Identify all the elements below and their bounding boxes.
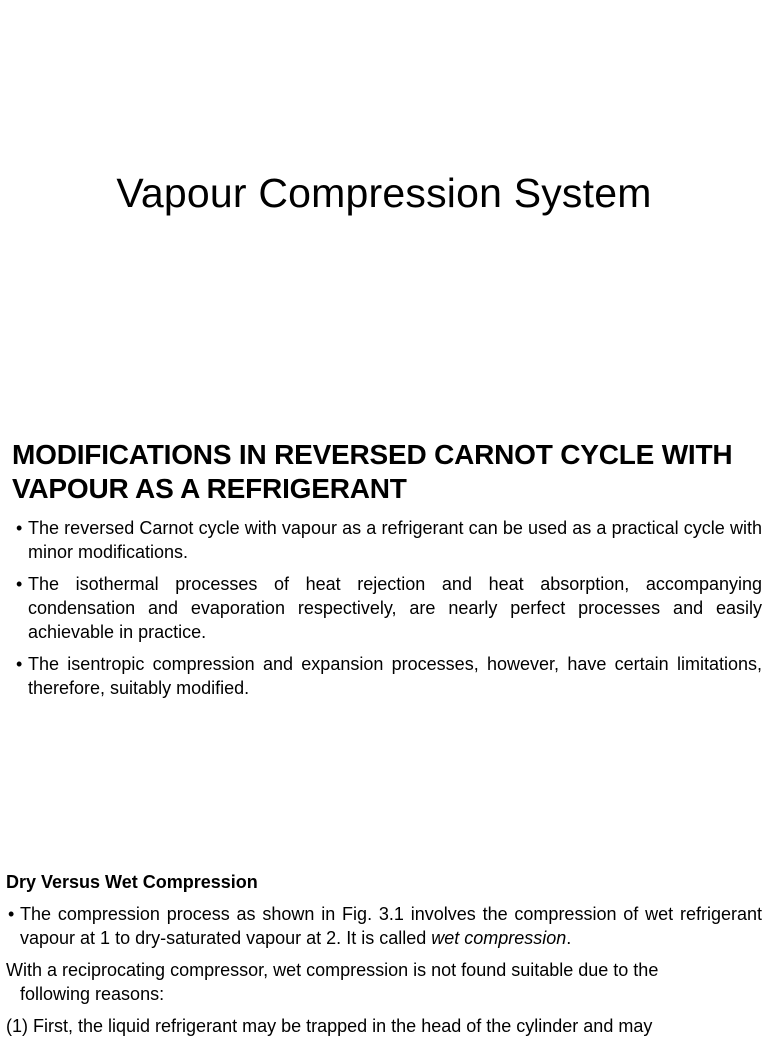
reasons-line-1: With a reciprocating compressor, wet compression is not found suitable due to the xyxy=(6,960,659,980)
wet-text-italic: wet compression xyxy=(431,928,567,948)
bullet-text: The isentropic compression and expansion processes, however, have certain limitations, therefore, suitably modified. xyxy=(28,654,762,698)
bullet-text: The isothermal processes of heat rejection and heat absorption, accompanying condensation and evaporation respectively, are nearly perfect processes and easily achievable in practice. xyxy=(28,574,762,642)
bullet-item xyxy=(16,516,762,564)
bullet-item xyxy=(16,652,762,700)
bullet-icon: • xyxy=(16,518,23,538)
slide-title-text: Vapour Compression System xyxy=(116,170,652,216)
bullet-icon: • xyxy=(16,574,23,594)
slide-dry-vs-wet xyxy=(0,830,768,1036)
reasons-line-2: following reasons: xyxy=(20,984,165,1004)
slide-title xyxy=(0,0,768,400)
slide-modifications xyxy=(0,400,768,830)
modifications-heading: MODIFICATIONS IN REVERSED CARNOT CYCLE WITH VAPOUR AS A REFRIGERANT xyxy=(12,439,733,504)
bullet-text: The reversed Carnot cycle with vapour as a refrigerant can be used as a practical cycle with minor modifications. xyxy=(28,518,762,562)
modifications-bullet-list xyxy=(16,516,762,708)
reasons-paragraph xyxy=(6,958,762,1006)
bullet-icon: • xyxy=(8,904,15,924)
wet-text-after: . xyxy=(566,928,572,948)
first-reason-text: (1) First, the liquid refrigerant may be trapped in the head of the cylinder and may xyxy=(6,1016,653,1036)
bullet-item xyxy=(16,572,762,644)
dry-vs-wet-heading: Dry Versus Wet Compression xyxy=(6,872,258,892)
wet-compression-bullet xyxy=(8,902,762,950)
bullet-icon: • xyxy=(16,654,23,674)
wet-text-before: The compression process as shown in Fig. 3.1 involves the compression of wet refrigerant vapour at 1 to dry-saturated vapour at 2. It is called xyxy=(20,904,762,948)
